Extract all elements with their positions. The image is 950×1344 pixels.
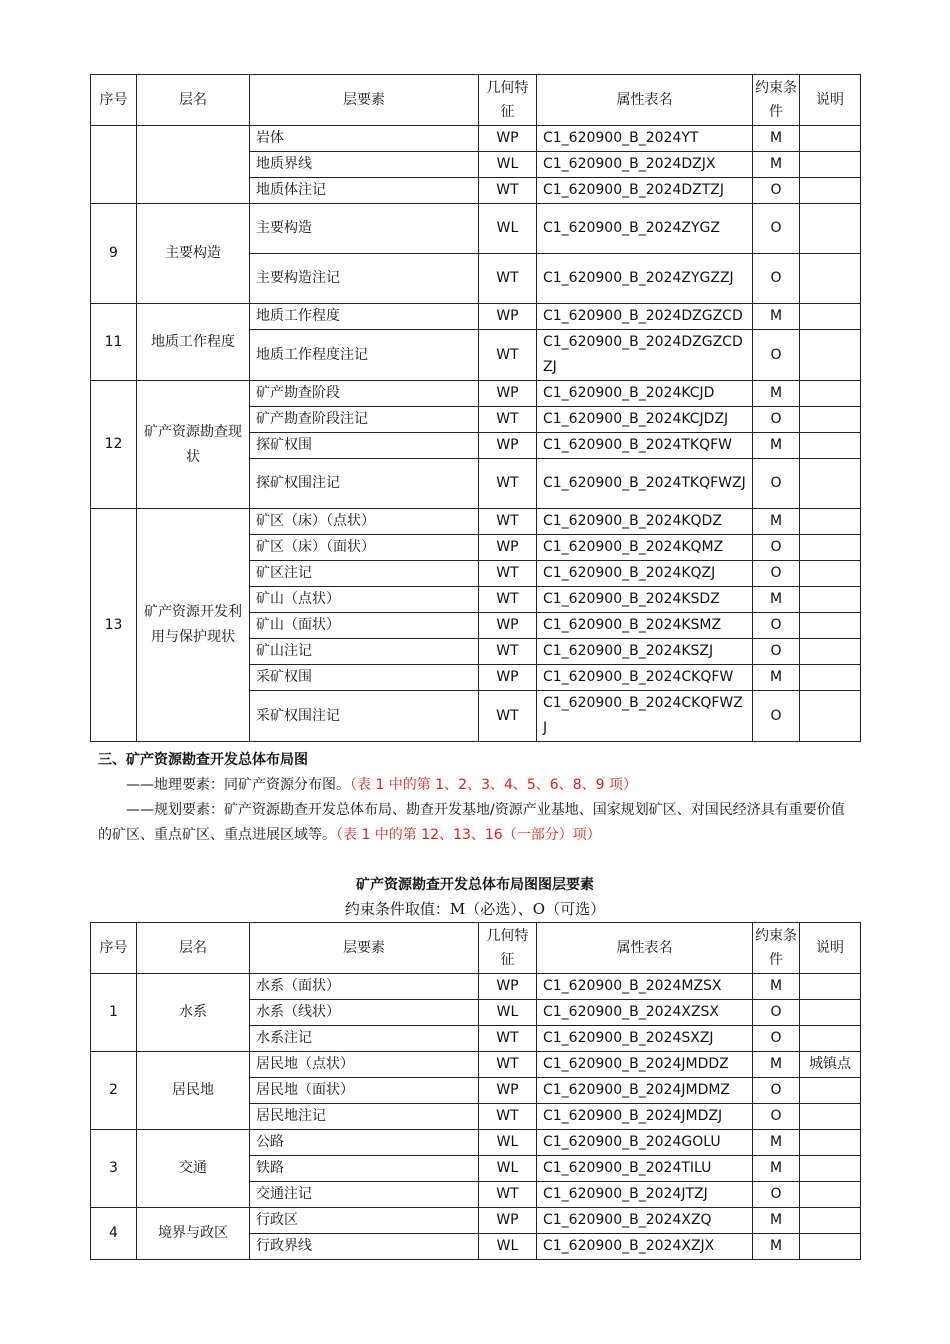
constraint-cell: M [753, 1234, 800, 1260]
layer-element-cell: 矿山注记 [250, 639, 479, 665]
note-cell [800, 204, 861, 254]
layer-name-cell: 居民地 [137, 1052, 250, 1130]
constraint-cell: O [753, 535, 800, 561]
geometry-cell: WT [479, 639, 537, 665]
layer-table-1-body [91, 75, 861, 742]
constraint-cell: M [753, 126, 800, 152]
paragraph-reference: （表 1 中的第 12、13、16（一部分）项） [336, 827, 601, 843]
constraint-cell: O [753, 178, 800, 204]
layer-element-cell: 行政界线 [250, 1234, 479, 1260]
geometry-cell: WT [479, 1104, 537, 1130]
layer-element-cell: 矿山（面状） [250, 613, 479, 639]
geometry-cell: WT [479, 509, 537, 535]
group-number-cell: 1 [91, 974, 137, 1052]
constraint-cell: O [753, 254, 800, 304]
table-row [91, 304, 861, 330]
constraint-cell: O [753, 459, 800, 509]
layer-element-cell: 采矿权围注记 [250, 691, 479, 742]
header-row [91, 923, 861, 974]
constraint-cell: M [753, 1208, 800, 1234]
geometry-cell: WL [479, 1156, 537, 1182]
header-cell: 层名 [137, 75, 250, 126]
header-cell: 约束条件 [753, 923, 800, 974]
note-cell [800, 639, 861, 665]
attribute-table-name-cell: C1_620900_B_2024KQMZ [537, 535, 753, 561]
attribute-table-name-cell: C1_620900_B_2024DZJX [537, 152, 753, 178]
constraint-cell: M [753, 1156, 800, 1182]
layer-element-cell: 主要构造 [250, 204, 479, 254]
note-cell [800, 974, 861, 1000]
note-cell [800, 535, 861, 561]
constraint-cell: O [753, 613, 800, 639]
header-cell: 几何特征 [479, 75, 537, 126]
constraint-cell: M [753, 304, 800, 330]
note-cell [800, 665, 861, 691]
group-number-cell [91, 126, 137, 204]
layer-element-cell: 铁路 [250, 1156, 479, 1182]
note-cell [800, 1000, 861, 1026]
attribute-table-name-cell: C1_620900_B_2024ZYGZZJ [537, 254, 753, 304]
note-cell [800, 1156, 861, 1182]
layer-element-cell: 地质体注记 [250, 178, 479, 204]
geometry-cell: WT [479, 178, 537, 204]
attribute-table-name-cell: C1_620900_B_2024KCJD [537, 381, 753, 407]
header-cell: 序号 [91, 75, 137, 126]
geometry-cell: WP [479, 613, 537, 639]
note-cell [800, 509, 861, 535]
layer-element-cell: 探矿权围注记 [250, 459, 479, 509]
layer-element-cell: 矿山（点状） [250, 587, 479, 613]
layer-element-cell: 居民地（点状） [250, 1052, 479, 1078]
attribute-table-name-cell: C1_620900_B_2024XZQ [537, 1208, 753, 1234]
table-row [91, 1208, 861, 1234]
note-cell [800, 381, 861, 407]
header-cell: 约束条件 [753, 75, 800, 126]
geometry-cell: WT [479, 254, 537, 304]
header-cell: 层要素 [250, 923, 479, 974]
constraint-cell: O [753, 1000, 800, 1026]
constraint-cell: M [753, 152, 800, 178]
geometry-cell: WT [479, 561, 537, 587]
constraint-cell: M [753, 509, 800, 535]
geometry-cell: WT [479, 1052, 537, 1078]
group-number-cell: 3 [91, 1130, 137, 1208]
note-cell [800, 1130, 861, 1156]
attribute-table-name-cell: C1_620900_B_2024TILU [537, 1156, 753, 1182]
paragraph-geographic-elements [98, 773, 858, 798]
note-cell [800, 433, 861, 459]
group-number-cell: 4 [91, 1208, 137, 1260]
layer-name-cell: 地质工作程度 [137, 304, 250, 381]
note-cell [800, 1104, 861, 1130]
layer-name-cell: 矿产资源开发利用与保护现状 [137, 509, 250, 742]
note-cell [800, 1078, 861, 1104]
layer-element-cell: 主要构造注记 [250, 254, 479, 304]
attribute-table-name-cell: C1_620900_B_2024DZGZCDZJ [537, 330, 753, 381]
note-cell [800, 1234, 861, 1260]
layer-element-cell: 居民地（面状） [250, 1078, 479, 1104]
geometry-cell: WL [479, 1130, 537, 1156]
table-row [91, 126, 861, 152]
layer-element-cell: 地质工作程度注记 [250, 330, 479, 381]
layer-element-cell: 公路 [250, 1130, 479, 1156]
attribute-table-name-cell: C1_620900_B_2024JTZJ [537, 1182, 753, 1208]
group-number-cell: 2 [91, 1052, 137, 1130]
table-note: 约束条件取值：M（必选）、O（可选） [344, 900, 606, 918]
layer-element-cell: 矿区（床）（面状） [250, 535, 479, 561]
note-cell [800, 613, 861, 639]
constraint-cell: M [753, 1052, 800, 1078]
layer-element-cell: 水系（线状） [250, 1000, 479, 1026]
constraint-cell: M [753, 587, 800, 613]
header-cell: 说明 [800, 923, 861, 974]
layer-name-cell: 境界与政区 [137, 1208, 250, 1260]
attribute-table-name-cell: C1_620900_B_2024ZYGZ [537, 204, 753, 254]
paragraph-text: ——地理要素：同矿产资源分布图。 [126, 777, 350, 793]
table-row [91, 974, 861, 1000]
layer-element-cell: 交通注记 [250, 1182, 479, 1208]
attribute-table-name-cell: C1_620900_B_2024XZSX [537, 1000, 753, 1026]
geometry-cell: WP [479, 1208, 537, 1234]
attribute-table-name-cell: C1_620900_B_2024JMDDZ [537, 1052, 753, 1078]
note-cell [800, 561, 861, 587]
geometry-cell: WP [479, 665, 537, 691]
geometry-cell: WT [479, 691, 537, 742]
constraint-cell: O [753, 407, 800, 433]
header-cell: 几何特征 [479, 923, 537, 974]
constraint-cell: O [753, 691, 800, 742]
attribute-table-name-cell: C1_620900_B_2024TKQFWZJ [537, 459, 753, 509]
constraint-cell: O [753, 1026, 800, 1052]
header-cell: 序号 [91, 923, 137, 974]
note-cell [800, 459, 861, 509]
attribute-table-name-cell: C1_620900_B_2024JMDZJ [537, 1104, 753, 1130]
group-number-cell: 12 [91, 381, 137, 509]
geometry-cell: WP [479, 126, 537, 152]
attribute-table-name-cell: C1_620900_B_2024KSDZ [537, 587, 753, 613]
note-cell: 城镇点 [800, 1052, 861, 1078]
geometry-cell: WP [479, 1078, 537, 1104]
layer-element-cell: 水系注记 [250, 1026, 479, 1052]
constraint-cell: M [753, 1130, 800, 1156]
attribute-table-name-cell: C1_620900_B_2024MZSX [537, 974, 753, 1000]
header-row [91, 75, 861, 126]
layer-element-cell: 地质界线 [250, 152, 479, 178]
constraint-cell: O [753, 1182, 800, 1208]
attribute-table-name-cell: C1_620900_B_2024CKQFWZJ [537, 691, 753, 742]
attribute-table-name-cell: C1_620900_B_2024GOLU [537, 1130, 753, 1156]
section-title: 三、矿产资源勘查开发总体布局图 [98, 752, 308, 768]
paragraph-text: ——规划要素：矿产资源勘查开发总体布局、勘查开发基地/资源产业基地、国家规划矿区、对国民经济具有重要价值的矿区、重点矿区、重点进展区域等。 [98, 802, 845, 843]
attribute-table-name-cell: C1_620900_B_2024KSMZ [537, 613, 753, 639]
geometry-cell: WL [479, 1000, 537, 1026]
constraint-cell: M [753, 381, 800, 407]
constraint-cell: M [753, 433, 800, 459]
attribute-table-name-cell: C1_620900_B_2024KQZJ [537, 561, 753, 587]
geometry-cell: WP [479, 974, 537, 1000]
table-row [91, 204, 861, 254]
geometry-cell: WP [479, 381, 537, 407]
layer-element-cell: 探矿权围 [250, 433, 479, 459]
geometry-cell: WT [479, 407, 537, 433]
layer-table-2 [90, 922, 861, 1260]
geometry-cell: WP [479, 433, 537, 459]
header-cell: 层名 [137, 923, 250, 974]
geometry-cell: WT [479, 1026, 537, 1052]
layer-element-cell: 地质工作程度 [250, 304, 479, 330]
table-row [91, 1130, 861, 1156]
attribute-table-name-cell: C1_620900_B_2024DZTZJ [537, 178, 753, 204]
constraint-cell: O [753, 1078, 800, 1104]
layer-name-cell: 水系 [137, 974, 250, 1052]
constraint-cell: O [753, 1104, 800, 1130]
header-cell: 属性表名 [537, 75, 753, 126]
constraint-cell: O [753, 639, 800, 665]
constraint-cell: O [753, 204, 800, 254]
layer-element-cell: 采矿权围 [250, 665, 479, 691]
geometry-cell: WL [479, 152, 537, 178]
constraint-cell: O [753, 561, 800, 587]
layer-table-2-body [91, 923, 861, 1260]
note-cell [800, 691, 861, 742]
geometry-cell: WP [479, 535, 537, 561]
note-cell [800, 152, 861, 178]
constraint-cell: O [753, 330, 800, 381]
attribute-table-name-cell: C1_620900_B_2024SXZJ [537, 1026, 753, 1052]
note-cell [800, 178, 861, 204]
table-row [91, 381, 861, 407]
note-cell [800, 304, 861, 330]
geometry-cell: WT [479, 1182, 537, 1208]
attribute-table-name-cell: C1_620900_B_2024KCJDZJ [537, 407, 753, 433]
attribute-table-name-cell: C1_620900_B_2024KQDZ [537, 509, 753, 535]
layer-name-cell: 矿产资源勘查现状 [137, 381, 250, 509]
paragraph-planning-elements [98, 798, 858, 848]
note-cell [800, 126, 861, 152]
group-number-cell: 11 [91, 304, 137, 381]
layer-element-cell: 矿产勘查阶段注记 [250, 407, 479, 433]
attribute-table-name-cell: C1_620900_B_2024DZGZCD [537, 304, 753, 330]
attribute-table-name-cell: C1_620900_B_2024XZJX [537, 1234, 753, 1260]
note-cell [800, 1026, 861, 1052]
layer-element-cell: 矿区注记 [250, 561, 479, 587]
note-cell [800, 330, 861, 381]
geometry-cell: WP [479, 304, 537, 330]
constraint-cell: M [753, 665, 800, 691]
attribute-table-name-cell: C1_620900_B_2024CKQFW [537, 665, 753, 691]
header-cell: 层要素 [250, 75, 479, 126]
header-cell: 属性表名 [537, 923, 753, 974]
layer-name-cell: 主要构造 [137, 204, 250, 304]
geometry-cell: WT [479, 587, 537, 613]
layer-element-cell: 居民地注记 [250, 1104, 479, 1130]
attribute-table-name-cell: C1_620900_B_2024TKQFW [537, 433, 753, 459]
layer-element-cell: 矿产勘查阶段 [250, 381, 479, 407]
layer-name-cell [137, 126, 250, 204]
layer-element-cell: 矿区（床）（点状） [250, 509, 479, 535]
layer-element-cell: 水系（面状） [250, 974, 479, 1000]
constraint-cell: M [753, 974, 800, 1000]
layer-name-cell: 交通 [137, 1130, 250, 1208]
geometry-cell: WL [479, 204, 537, 254]
layer-element-cell: 行政区 [250, 1208, 479, 1234]
note-cell [800, 1182, 861, 1208]
geometry-cell: WL [479, 1234, 537, 1260]
attribute-table-name-cell: C1_620900_B_2024KSZJ [537, 639, 753, 665]
header-cell: 说明 [800, 75, 861, 126]
note-cell [800, 407, 861, 433]
attribute-table-name-cell: C1_620900_B_2024JMDMZ [537, 1078, 753, 1104]
attribute-table-name-cell: C1_620900_B_2024YT [537, 126, 753, 152]
note-cell [800, 254, 861, 304]
table-title: 矿产资源勘查开发总体布局图图层要素 [356, 877, 594, 893]
layer-element-cell: 岩体 [250, 126, 479, 152]
geometry-cell: WT [479, 459, 537, 509]
layer-table-1 [90, 74, 861, 742]
table-row [91, 1052, 861, 1078]
geometry-cell: WT [479, 330, 537, 381]
note-cell [800, 587, 861, 613]
group-number-cell: 13 [91, 509, 137, 742]
group-number-cell: 9 [91, 204, 137, 304]
note-cell [800, 1208, 861, 1234]
table-row [91, 509, 861, 535]
paragraph-reference: （表 1 中的第 1、2、3、4、5、6、8、9 项） [350, 777, 637, 793]
